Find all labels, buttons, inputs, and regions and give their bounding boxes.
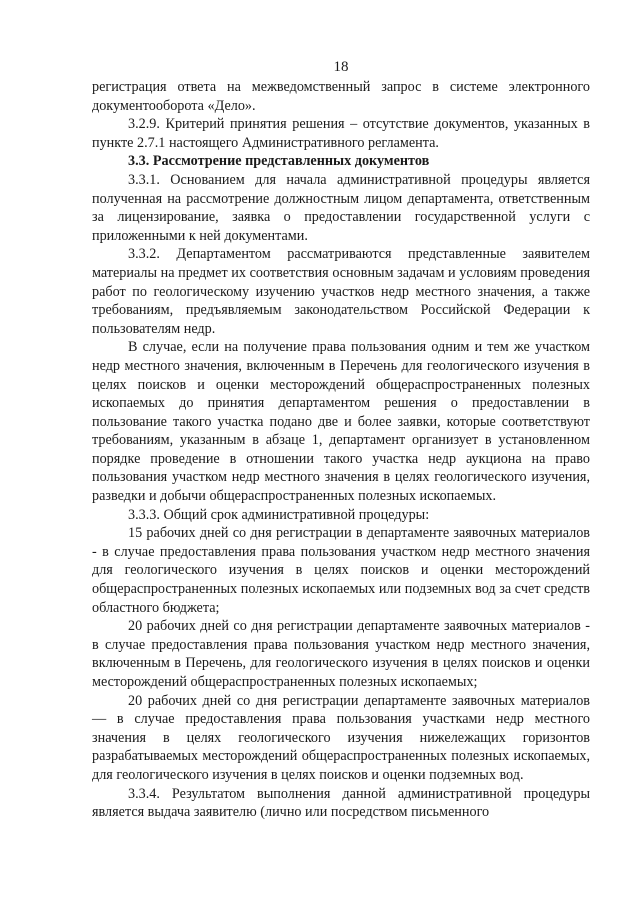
- paragraph-3-3-4: 3.3.4. Результатом выполнения данной административной процедуры является выдача заявителю (лично или посредством письменного: [92, 785, 590, 821]
- paragraph-3-2-9: 3.2.9. Критерий принятия решения – отсутствие документов, указанных в пункте 2.7.1 настоящего Административного регламента.: [92, 116, 590, 151]
- paragraph-term-15-days: 15 рабочих дней со дня регистрации в департаменте заявочных материалов - в случае предоставления права пользования участком недр местного значения для геологического изучения в целях поисков и оценки месторождений общераспространенных полезных ископаемых или подземных вод за счет средств областного бюджета;: [92, 525, 590, 616]
- paragraph-term-20-days-horizons: 20 рабочих дней со дня регистрации департаменте заявочных материалов — в случае предоставления права пользования участками недр местного значения в целях геологического изучения нижележащих горизонтов разрабатываемых месторождений общераспространенных полезных ископаемых, для геологического изучения в целях поисков и оценки подземных вод.: [92, 692, 590, 783]
- paragraph-3-3-1: 3.3.1. Основанием для начала административной процедуры является полученная на рассмотрение должностным лицом департамента, ответственным за лицензирование, заявка о предоставлении государственной услуги с приложенными к ней документами.: [92, 171, 590, 244]
- paragraph-auction-case: В случае, если на получение права пользования одним и тем же участком недр местного значения, включенным в Перечень для геологического изучения в целях поисков и оценки месторождений общераспространенных полезных ископаемых до принятия департаментом решения о предоставлении в пользование такого участка подано две и более заявки, которые соответствуют требованиям, указанным в абзаце 1, департамент организует в установленном порядке проведение в отношении такого участка недр аукциона на право пользования участком недр местного значения в целях геологического изучения, разведки и добычи общераспространенных полезных ископаемых.: [92, 339, 590, 505]
- paragraph-registration: регистрация ответа на межведомственный запрос в системе электронного документооборота «Дело».: [92, 79, 590, 114]
- paragraph-3-3-3: 3.3.3. Общий срок административной процедуры:: [128, 506, 430, 523]
- section-heading-3-3: 3.3. Рассмотрение представленных документов: [128, 153, 430, 170]
- page-number: 18: [333, 59, 349, 75]
- paragraph-3-3-2: 3.3.2. Департаментом рассматриваются представленные заявителем материалы на предмет их соответствия основным задачам и условиям проведения работ по геологическому изучению участков недр местного значения, а также требованиям, предъявляемым законодательством Российской Федерации к пользователям недр.: [92, 246, 590, 337]
- paragraph-term-20-days-list: 20 рабочих дней со дня регистрации департаменте заявочных материалов - в случае предоставления права пользования участком недр местного значения, включенным в Перечень, для геологического изучения в целях поисков и оценки месторождений общераспространенных полезных ископаемых;: [92, 618, 590, 690]
